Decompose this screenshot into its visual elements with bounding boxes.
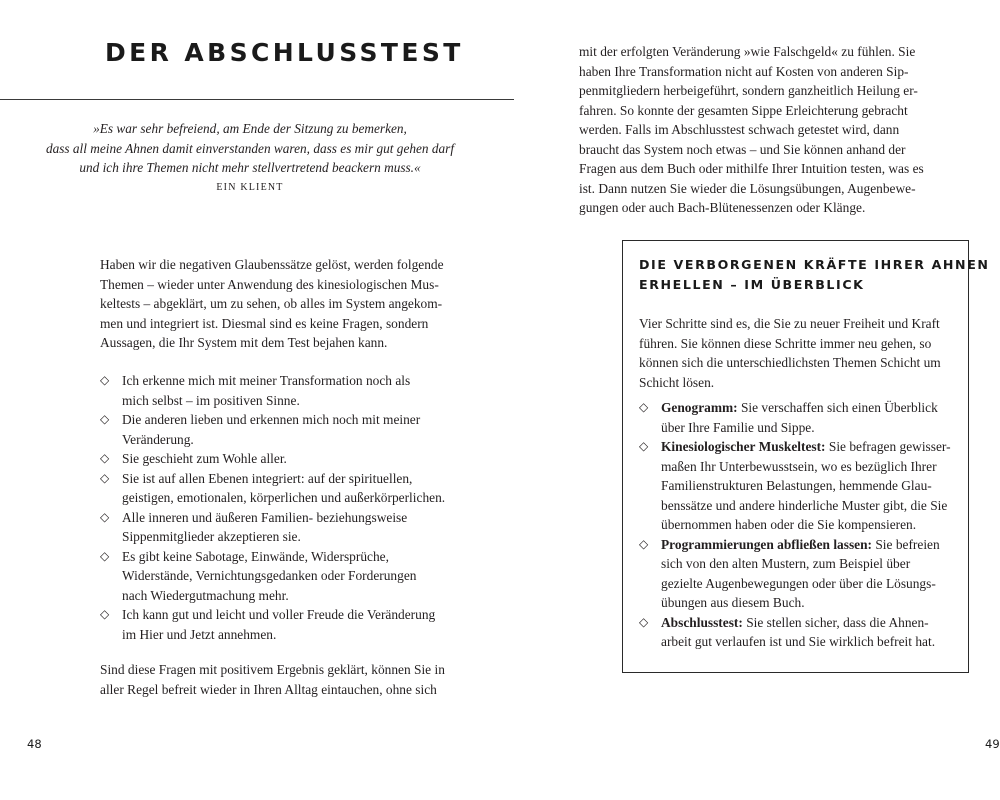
title-rule — [0, 99, 514, 100]
text-line: über Ihre Familie und Sippe. — [661, 419, 815, 435]
diamond-bullet-icon: ◇ — [639, 439, 649, 453]
text-line: übungen aus diesem Buch. — [661, 595, 805, 610]
text-line: penmitgliedern herbeigeführt, sondern ganzheitlich Heilung er- — [579, 83, 918, 98]
diamond-bullet-icon: ◇ — [100, 470, 110, 485]
text-line: arbeit gut verlaufen ist und Sie wirklich befreit hat. — [661, 634, 936, 649]
step-term: Programmierungen abfließen lassen: — [661, 536, 873, 552]
box-title-line: DIE VERBORGENEN KRÄFTE IHRER AHNEN — [639, 257, 990, 272]
quote-line: und ich ihre Themen nicht mehr stellvertretend beackern muss.« — [79, 160, 421, 175]
text-line: Alle inneren und äußeren Familien- beziehungsweise — [122, 509, 408, 525]
step-term: Genogramm: — [661, 400, 738, 415]
diamond-bullet-icon: ◇ — [100, 412, 110, 426]
overview-box — [622, 240, 990, 673]
step-text: Sie stellen sicher, dass die Ahnen- — [742, 614, 929, 630]
text-line: maßen Ihr Unterbewusstsein, wo es bezüglich Ihrer — [661, 458, 937, 474]
list-item — [100, 371, 460, 410]
text-line: gezielte Augenbewegungen oder über die Lösungs- — [661, 575, 936, 591]
text-line: benssätze und andere hinderliche Muster gibt, die Sie — [661, 497, 948, 513]
text-line: ist. Dann nutzen Sie wieder die Lösungsübungen, Augenbewe- — [579, 180, 916, 196]
text-line: mit der erfolgten Veränderung »wie Falschgeld« zu fühlen. Sie — [579, 44, 916, 59]
text-line: Sie ist auf allen Ebenen integriert: auf der spirituellen, — [122, 470, 413, 486]
closing-paragraph — [100, 660, 455, 699]
diamond-bullet-icon: ◇ — [639, 400, 649, 414]
quote-line: »Es war sehr befreiend, am Ende der Sitzung zu bemerken, — [93, 121, 407, 136]
diamond-bullet-icon: ◇ — [639, 536, 649, 551]
list-item — [639, 437, 961, 535]
text-line — [661, 437, 961, 457]
list-item — [100, 410, 460, 449]
text-line: Schicht lösen. — [639, 374, 715, 390]
text-line — [661, 535, 961, 555]
text-line: Fragen aus dem Buch oder mithilfe Ihrer Intuition testen, was es — [579, 161, 924, 176]
list-item — [100, 547, 460, 606]
text-line: fahren. So konnte der gesamten Sippe Erleichterung gebracht — [579, 102, 908, 118]
step-text: Sie verschaffen sich einen Überblick — [737, 400, 938, 415]
text-line: Vier Schritte sind es, die Sie zu neuer Freiheit und Kraft — [639, 316, 940, 331]
steps-list — [639, 398, 961, 652]
text-line: übernommen haben oder die Sie kompensieren. — [661, 517, 917, 532]
text-line: Ich erkenne mich mit meiner Transformation noch als — [122, 373, 411, 388]
diamond-bullet-icon: ◇ — [100, 548, 110, 563]
text-line: Es gibt keine Sabotage, Einwände, Widersprüche, — [122, 548, 389, 564]
box-title-line: ERHELLEN – IM ÜBERBLICK — [639, 277, 865, 292]
overview-intro — [639, 314, 959, 392]
text-line: können sich die unterschiedlichsten Themen Schicht um — [639, 355, 941, 370]
continuation-paragraph — [579, 42, 939, 218]
text-line: Veränderung. — [122, 431, 194, 447]
quote-attribution: EIN KLIENT — [216, 182, 284, 193]
text-line — [661, 398, 961, 418]
text-line: braucht das System noch etwas – und Sie können anhand der — [579, 141, 906, 157]
text-line: mich selbst – im positiven Sinne. — [122, 392, 300, 408]
page-number: 49 — [985, 737, 1000, 751]
text-line: Sippenmitglieder akzeptieren sie. — [122, 529, 301, 544]
diamond-bullet-icon: ◇ — [100, 451, 110, 465]
text-line: führen. Sie können diese Schritte immer neu gehen, so — [639, 335, 932, 351]
list-item — [100, 449, 460, 469]
intro-paragraph — [100, 255, 455, 353]
text-line: Familienstrukturen Belastungen, hemmende Glau- — [661, 478, 932, 493]
text-line: Haben wir die negativen Glaubenssätze gelöst, werden folgende — [100, 257, 444, 272]
text-line: Aussagen, die Ihr System mit dem Test bejahen kann. — [100, 335, 388, 350]
list-item — [100, 605, 460, 644]
epigraph-quote — [40, 119, 460, 178]
diamond-bullet-icon: ◇ — [100, 509, 110, 524]
overview-box-title — [639, 255, 990, 295]
text-line: geistigen, emotionalen, körperlichen und außerkörperlichen. — [122, 490, 446, 505]
step-text: Sie befragen gewisser- — [825, 439, 951, 454]
text-line: gungen oder auch Bach-Blütenessenzen oder Klänge. — [579, 200, 866, 215]
list-item — [639, 398, 961, 437]
list-item — [100, 508, 460, 547]
text-line: aller Regel befreit wieder in Ihren Alltag eintauchen, ohne sich — [100, 681, 437, 697]
text-line — [661, 613, 961, 633]
text-line: men und integriert ist. Diesmal sind es keine Fragen, sondern — [100, 315, 429, 331]
page-number: 48 — [27, 737, 42, 751]
text-line: im Hier und Jetzt annehmen. — [122, 626, 277, 642]
statement-list — [100, 371, 460, 644]
chapter-title: DER ABSCHLUSSTEST — [105, 38, 464, 67]
text-line: werden. Falls im Abschlusstest schwach getestet wird, dann — [579, 122, 900, 137]
step-term: Kinesiologischer Muskeltest: — [661, 439, 826, 454]
text-line: haben Ihre Transformation nicht auf Kosten von anderen Sip- — [579, 63, 909, 79]
quote-line: dass all meine Ahnen damit einverstanden waren, dass es mir gut gehen darf — [45, 140, 455, 156]
diamond-bullet-icon: ◇ — [100, 373, 110, 387]
text-line: Ich kann gut und leicht und voller Freude die Veränderung — [122, 607, 436, 622]
text-line: Sie geschieht zum Wohle aller. — [122, 451, 287, 466]
list-item — [639, 613, 961, 652]
text-line: Die anderen lieben und erkennen mich noch mit meiner — [122, 412, 421, 427]
text-line: Widerstände, Vernichtungsgedanken oder Forderungen — [122, 568, 417, 583]
text-line: sich von den alten Mustern, zum Beispiel über — [661, 556, 911, 571]
diamond-bullet-icon: ◇ — [639, 614, 649, 629]
right-page — [500, 0, 1000, 800]
list-item — [100, 469, 460, 508]
list-item — [639, 535, 961, 613]
text-line: Themen – wieder unter Anwendung des kinesiologischen Mus- — [100, 276, 439, 292]
text-line: nach Wiedergutmachung mehr. — [122, 587, 289, 603]
step-text: Sie befreien — [872, 536, 940, 552]
diamond-bullet-icon: ◇ — [100, 607, 110, 621]
step-term: Abschlusstest: — [661, 614, 743, 630]
text-line: keltests – abgeklärt, um zu sehen, ob alles im System angekom- — [100, 296, 443, 311]
text-line: Sind diese Fragen mit positivem Ergebnis geklärt, können Sie in — [100, 662, 445, 677]
